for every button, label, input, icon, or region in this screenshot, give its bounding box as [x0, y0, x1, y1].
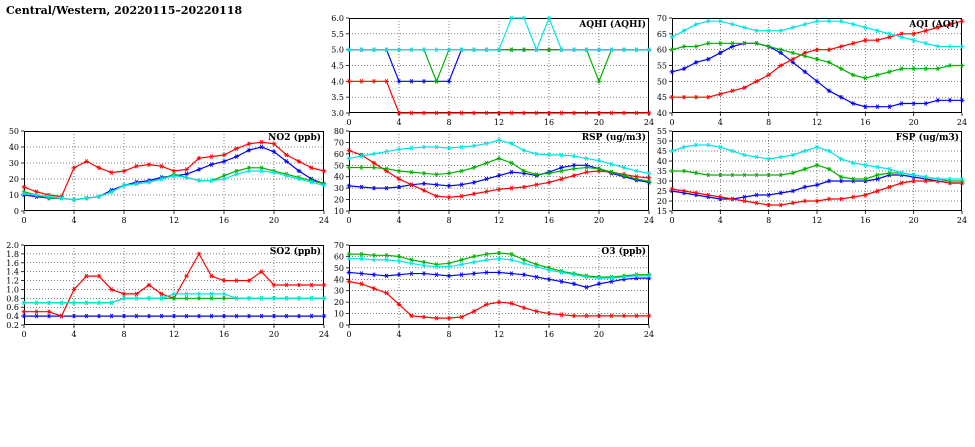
svg-text:24: 24 [643, 330, 655, 339]
svg-text:12: 12 [168, 330, 180, 339]
chart-title-aqhi: AQHI (AQHI) [579, 20, 646, 30]
svg-text:20: 20 [908, 216, 919, 225]
svg-text:15: 15 [656, 207, 667, 216]
svg-text:8: 8 [766, 118, 772, 127]
chart-title-rsp: RSP (ug/m3) [581, 133, 646, 143]
svg-text:50: 50 [8, 127, 19, 136]
svg-text:4: 4 [396, 330, 402, 339]
svg-text:0.2: 0.2 [6, 321, 19, 330]
svg-text:20: 20 [333, 298, 344, 308]
svg-text:10: 10 [8, 191, 19, 200]
chart-svg-rsp [333, 127, 655, 225]
svg-text:70: 70 [333, 241, 344, 250]
chart-title-aqi: AQI (AQI) [909, 20, 959, 30]
svg-text:0: 0 [21, 330, 27, 339]
svg-text:16: 16 [543, 118, 555, 127]
svg-text:30: 30 [333, 184, 344, 194]
svg-text:60: 60 [656, 45, 667, 55]
svg-text:8: 8 [446, 330, 452, 339]
svg-text:20: 20 [656, 197, 667, 206]
svg-text:5.5: 5.5 [331, 29, 344, 39]
svg-text:1.8: 1.8 [6, 249, 19, 259]
svg-text:40: 40 [333, 172, 344, 182]
svg-text:40: 40 [656, 157, 667, 166]
svg-text:80: 80 [333, 127, 344, 136]
chart-panel-no2 [8, 127, 330, 225]
svg-text:16: 16 [860, 118, 871, 127]
svg-text:0: 0 [21, 216, 27, 225]
chart-panel-aqi [656, 14, 968, 127]
chart-panel-fsp [656, 127, 968, 225]
svg-text:30: 30 [8, 159, 19, 168]
svg-text:4: 4 [717, 216, 723, 225]
svg-text:16: 16 [218, 216, 230, 225]
svg-text:70: 70 [333, 138, 344, 148]
svg-text:24: 24 [643, 216, 655, 225]
chart-svg-aqhi [331, 14, 655, 127]
svg-text:16: 16 [218, 330, 230, 339]
svg-text:0.4: 0.4 [6, 312, 19, 322]
svg-text:65: 65 [656, 29, 667, 39]
svg-text:12: 12 [811, 118, 823, 127]
svg-text:20: 20 [593, 330, 605, 339]
svg-text:20: 20 [593, 118, 605, 127]
chart-panel-o3 [333, 241, 655, 339]
svg-text:20: 20 [268, 330, 280, 339]
chart-title-no2: NO2 (ppb) [268, 133, 321, 143]
chart-svg-so2 [6, 241, 330, 339]
svg-text:45: 45 [656, 147, 667, 156]
svg-text:1.0: 1.0 [6, 285, 19, 295]
svg-text:40: 40 [656, 109, 667, 118]
chart-panel-aqhi [331, 14, 655, 127]
svg-text:30: 30 [656, 177, 667, 186]
svg-text:24: 24 [318, 216, 330, 225]
svg-text:8: 8 [446, 118, 452, 127]
svg-text:20: 20 [8, 175, 19, 184]
svg-text:35: 35 [656, 167, 667, 176]
svg-text:0: 0 [13, 207, 19, 216]
svg-text:1.4: 1.4 [6, 267, 19, 277]
page-title: Central/Western, 20220115–20220118 [6, 4, 243, 17]
svg-text:45: 45 [656, 93, 667, 103]
svg-text:8: 8 [121, 330, 127, 339]
svg-text:8: 8 [766, 216, 772, 225]
svg-text:16: 16 [543, 216, 555, 225]
svg-text:12: 12 [493, 118, 505, 127]
svg-text:70: 70 [656, 14, 667, 23]
svg-text:16: 16 [860, 216, 871, 225]
chart-svg-fsp [656, 127, 968, 225]
svg-text:50: 50 [333, 263, 344, 273]
svg-text:24: 24 [318, 330, 330, 339]
svg-text:3.5: 3.5 [331, 93, 344, 103]
chart-panel-rsp [333, 127, 655, 225]
svg-text:55: 55 [656, 127, 667, 136]
svg-text:55: 55 [656, 61, 667, 71]
svg-text:4: 4 [396, 118, 402, 127]
svg-text:50: 50 [656, 77, 667, 87]
svg-text:0.6: 0.6 [6, 303, 19, 313]
chart-svg-aqi [656, 14, 968, 127]
svg-text:20: 20 [908, 118, 919, 127]
svg-text:60: 60 [333, 149, 344, 159]
svg-text:2.0: 2.0 [6, 241, 19, 250]
svg-text:8: 8 [121, 216, 127, 225]
svg-text:25: 25 [656, 187, 667, 196]
svg-text:4: 4 [717, 118, 723, 127]
chart-title-so2: SO2 (ppb) [269, 247, 321, 257]
chart-title-o3: O3 (ppb) [601, 247, 646, 257]
svg-text:1.2: 1.2 [6, 276, 19, 286]
svg-text:24: 24 [956, 216, 968, 225]
svg-text:16: 16 [543, 330, 555, 339]
svg-text:4.5: 4.5 [331, 61, 344, 71]
svg-text:1.6: 1.6 [6, 258, 19, 268]
chart-title-fsp: FSP (ug/m3) [895, 133, 959, 143]
svg-text:12: 12 [493, 216, 505, 225]
svg-text:0: 0 [669, 216, 675, 225]
svg-text:0: 0 [338, 321, 344, 330]
svg-text:30: 30 [333, 286, 344, 296]
svg-text:4: 4 [71, 216, 77, 225]
svg-text:10: 10 [333, 207, 344, 216]
svg-text:24: 24 [643, 118, 655, 127]
svg-text:0.8: 0.8 [6, 294, 19, 304]
svg-text:0: 0 [346, 118, 352, 127]
svg-text:3.0: 3.0 [331, 109, 344, 118]
svg-text:20: 20 [593, 216, 605, 225]
svg-text:20: 20 [268, 216, 280, 225]
svg-text:10: 10 [333, 309, 344, 319]
svg-text:8: 8 [446, 216, 452, 225]
svg-text:0: 0 [669, 118, 675, 127]
svg-text:12: 12 [811, 216, 823, 225]
svg-text:0: 0 [346, 330, 352, 339]
chart-panel-so2 [6, 241, 330, 339]
svg-text:50: 50 [656, 137, 667, 146]
svg-text:4.0: 4.0 [331, 77, 344, 87]
svg-text:50: 50 [333, 161, 344, 171]
chart-svg-o3 [333, 241, 655, 339]
svg-text:4: 4 [396, 216, 402, 225]
svg-text:24: 24 [956, 118, 968, 127]
svg-text:12: 12 [493, 330, 505, 339]
svg-text:4: 4 [71, 330, 77, 339]
svg-text:12: 12 [168, 216, 180, 225]
svg-text:40: 40 [333, 275, 344, 285]
svg-text:0: 0 [346, 216, 352, 225]
svg-text:5.0: 5.0 [331, 45, 344, 55]
svg-text:20: 20 [333, 195, 344, 205]
chart-svg-no2 [8, 127, 330, 225]
svg-text:6.0: 6.0 [331, 14, 344, 23]
svg-text:40: 40 [8, 143, 19, 152]
svg-text:60: 60 [333, 252, 344, 262]
